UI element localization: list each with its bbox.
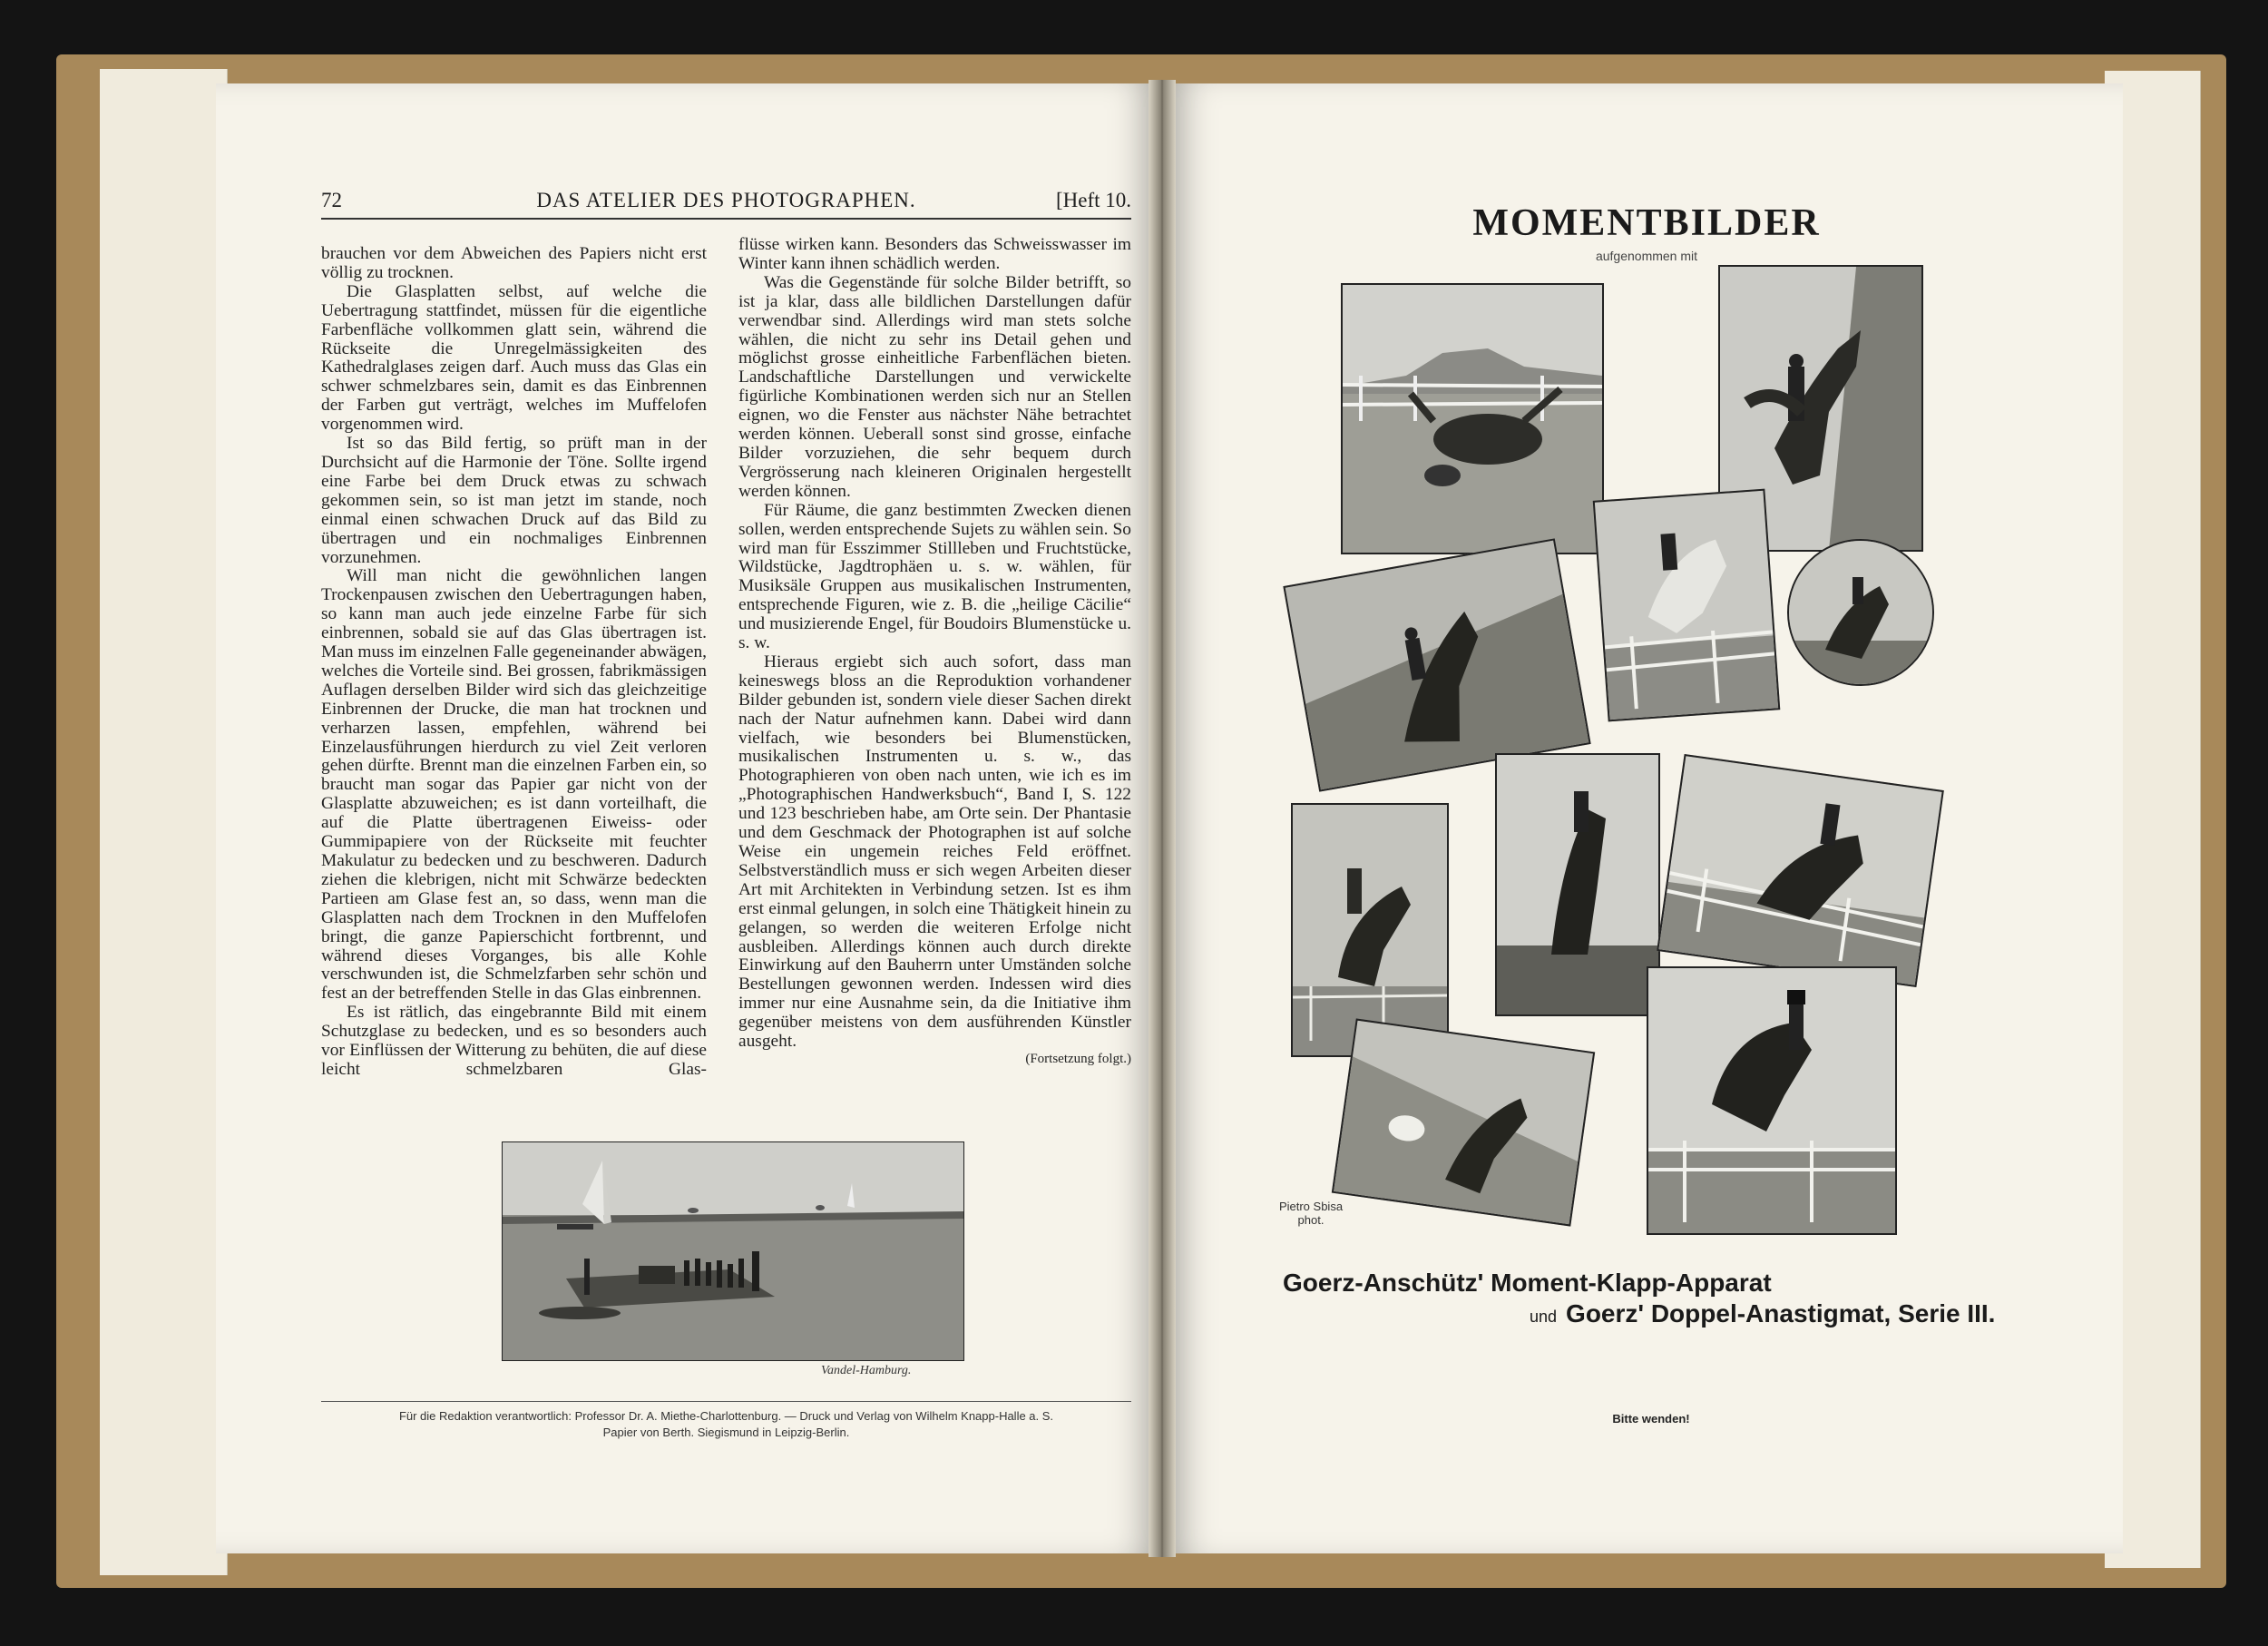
advert-conjunction: und xyxy=(1530,1308,1558,1326)
page-title: MOMENTBILDER xyxy=(1472,202,1821,244)
left-page-stack xyxy=(100,69,228,1575)
harbour-photo xyxy=(502,1141,964,1361)
horse-slip-photo xyxy=(1332,1018,1595,1226)
advert-lens-text: Goerz' Doppel-Anastigmat, Serie III. xyxy=(1566,1299,1996,1328)
horse-circle-photo xyxy=(1787,539,1934,686)
horse-over-fence-photo xyxy=(1593,489,1781,722)
paragraph: Die Glasplatten selbst, auf welche die Uebertragung stattfindet, müssen für die eigentliche Farbenfläche vollkommen glatt sein, während die Rückseite die Unregelmässigkeiten des Kathedralglases zeigen darf. Auch muss das Glas ein schwer schmelzbares sein, damit es das Einbrennen der Farben gut verträgt, welches im Muffelofen vorgenommen wird. xyxy=(321,281,707,435)
photo-credit xyxy=(1266,1200,1356,1227)
running-head xyxy=(321,189,1131,216)
page-subtitle: aufgenommen mit xyxy=(1595,249,1698,263)
paragraph: Will man nicht die gewöhnlichen langen Trockenpausen zwischen den Uebertragungen haben, so kann man auch jede einzelne Farbe für sich einbrennen, sobald sie auf das Glas übertragen ist. Man muss im einzelnen Falle gegeneinander abwägen, welches die Vorteile sind. Bei grossen, fabrikmässigen Auflagen derselben Bilder wird sich das gleichzeitige Einbrennen der Drucke, die man hat trocknen und verharzen lassen, empfehlen, während bei Einzelausführungen hierdurch zu viel Zeit verloren gehen dürfte. Brennt man die einzelnen Farben ein, so braucht man sogar das Papier gar nicht von der Glasplatte abzuweichen; es ist dann vorteilhaft, die auf die Platte übertragenen Eiweiss- oder Gummipapiere von der Rückseite mit feuchter Makulatur zu bedecken und zu beschweren. Dadurch ziehen die klebrigen, nicht mit Schwärze bedeckten Partieen am Glase fest an, so dass, wenn man die Glasplatten nach dem Trocknen in den Muffelofen bringt, die ganze Papierschicht fortbrennt, und während dieses Vorganges, bis alle Kohle verschwunden ist, die Schmelzfarben sehr schön und fest an der betreffenden Stelle in das Glas einbrennen. xyxy=(321,566,707,1004)
paragraph: flüsse wirken kann. Besonders das Schweisswasser im Winter kann ihnen schädlich werden. xyxy=(738,235,1131,273)
photo-caption: Vandel-Hamburg. xyxy=(821,1364,912,1377)
horse-jump-fence-right-photo xyxy=(1657,754,1944,987)
paragraph: Ist so das Bild fertig, so prüft man in der Durchsicht auf die Harmonie der Töne. Sollte irgend eine Farbe bei dem Druck etwas zu schwach gekommen sein, so ist man jetzt im stande, noch einmal einen schwachen Druck auf das Bild zu übertragen und ein nochmaliges Einbrennen vorzunehmen. xyxy=(321,434,707,567)
advert-camera: Goerz-Anschütz' Moment-Klapp-Apparat xyxy=(1283,1269,1772,1297)
paragraph: Es ist rätlich, das eingebrannte Bild mit einem Schutzglase zu bedecken, und es so besonders auch vor Einflüssen der Witterung zu behüten, die auf diese leicht schmelzbaren Glas- xyxy=(321,1003,707,1079)
paragraph: Für Räume, die ganz bestimmten Zwecken dienen sollen, werden entsprechende Sujets zu wählen sein. So wird man für Esszimmer Stillleben und Fruchtstücke, Wildstücke, Jagdtrophäen u. s. w. wählen, für Musiksäle Gruppen aus musikalischen Instrumenten, entsprechende Figuren, wie z. B. die „heilige Cäcilie“ und musizierende Engel, für Boudoirs Blumenstücke u. s. w. xyxy=(738,500,1131,653)
please-turn-note: Bitte wenden! xyxy=(1612,1412,1690,1426)
horse-jump-tophat-photo xyxy=(1647,966,1897,1235)
imprint-footer xyxy=(321,1408,1131,1441)
header-rule xyxy=(321,218,1131,220)
credit-role: phot. xyxy=(1297,1213,1325,1227)
imprint-line: Für die Redaktion verantwortlich: Professor Dr. A. Miethe-Charlottenburg. — Druck und Verlag von Wilhelm Knapp-Halle a. S. xyxy=(398,1409,1054,1423)
horse-fall-photo xyxy=(1341,283,1604,554)
text-column-left xyxy=(321,245,707,1130)
horse-front-photo xyxy=(1495,753,1660,1016)
advert-lens xyxy=(1530,1299,1995,1328)
paragraph: Hieraus ergiebt sich auch sofort, dass man keineswegs bloss an die Reproduktion vorhandener Bilder gebunden ist, sondern viele dieser Sachen direkt nach der Natur aufnehmen kann. Dabei wird dann vielfach, wie besonders bei Blumenstücken, musikalischen Instrumenten u. s. w., das Photographieren von oben nach unten, wie ich es im „Photographischen Handwerksbuch“, Band I, S. 122 und 123 beschrieben habe, am Orte sein. Der Phantasie und dem Geschmack der Photographen ist auf solche Weise ein ungemein reiches Feld eröffnet. Selbstverständlich muss er sich wegen Arbeiten dieser Art mit Architekten in Verbindung setzen. Ist es ihm erst einmal gelungen, in solch eine Thätigkeit hinein zu gelangen, so werden die weiteren Erfolge nicht ausbleiben. Allerdings können auch durch direkte Einwirkung auf den Bauherrn unter Umständen solche Bestellungen gewonnen werden. Indessen wird dies immer nur eine Ausnahme sein, da die Initiative ihm gegenüber meistens von dem ausführenden Künstler ausgeht. xyxy=(738,652,1131,1052)
credit-name: Pietro Sbisa xyxy=(1278,1200,1344,1213)
horse-rider-left-photo xyxy=(1291,803,1449,1057)
imprint-line: Papier von Berth. Siegismund in Leipzig-Berlin. xyxy=(602,1426,850,1439)
continued-note: (Fortsetzung folgt.) xyxy=(1025,1051,1131,1066)
footer-rule xyxy=(321,1401,1131,1402)
book-gutter xyxy=(1149,80,1176,1557)
issue-number: [Heft 10. xyxy=(1055,189,1131,211)
paragraph: brauchen vor dem Abweichen des Papiers nicht erst völlig zu trocknen. xyxy=(321,244,707,282)
running-title: DAS ATELIER DES PHOTOGRAPHEN. xyxy=(536,189,916,211)
paragraph: Was die Gegenstände für solche Bilder betrifft, so ist ja klar, dass alle bildlichen Darstellungen dafür verwendbar sind. Allerdings wird man stets solche wählen, die nicht zu sehr ins Detail gehen und möglichst grosse einheitliche Farbenflächen bieten. Landschaftliche Darstellungen und verwickelte figürliche Kombinationen werden sich nur an Stellen eignen, wo die Fenster aus nächster Nähe betrachtet werden können. Ueberall sonst sind grosse, einfache Bilder vorzuziehen, die sehr bequem durch Vergrösserung nach kleineren Originalen hergestellt werden können. xyxy=(738,272,1131,501)
page-number: 72 xyxy=(321,189,342,211)
text-column-right xyxy=(738,236,1131,1121)
